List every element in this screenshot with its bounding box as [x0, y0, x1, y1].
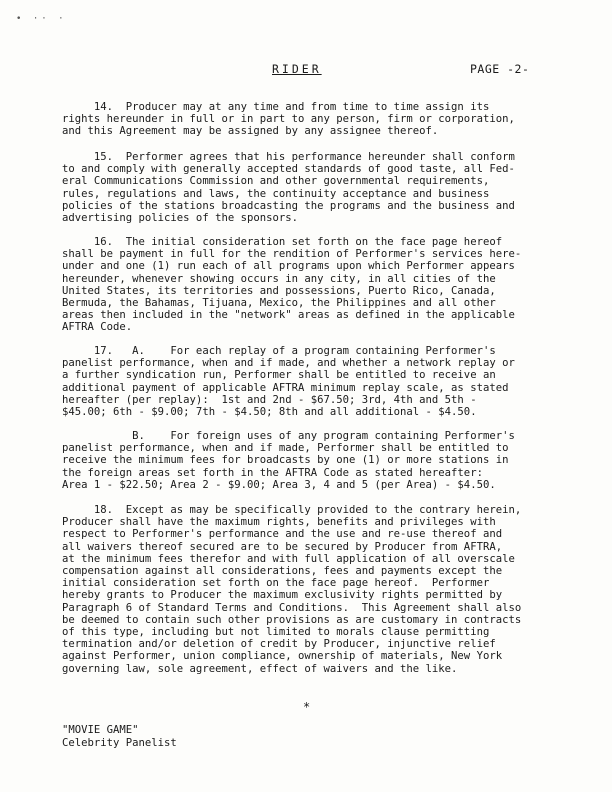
paragraph-line: 14. Producer may at any time and from time to time assign its [62, 101, 490, 113]
paragraph-line: 17. A. For each replay of a program containing Performer's [62, 345, 496, 357]
paragraph-line: B. For foreign uses of any program containing Performer's [62, 430, 515, 442]
paragraph-line: hereafter (per replay): 1st and 2nd - $67.50; 3rd, 4th and 5th - [62, 393, 477, 406]
paragraph-line: eral Communications Commission and other governmental requirements, [62, 175, 490, 188]
paragraph-line: areas then included in the "network" areas as defined in the applicable [62, 309, 515, 322]
paragraph-line: shall be payment in full for the rendition of Performer's services here- [62, 248, 522, 261]
page-number: PAGE -2- [470, 62, 530, 76]
paragraph-line: 16. The initial consideration set forth on the face page hereof [62, 236, 503, 248]
paragraph-line: and this Agreement may be assigned by any assignee thereof. [62, 125, 439, 138]
paragraph-line: governing law, sole agreement, effect of waivers and the like. [62, 662, 458, 675]
paragraph-line: additional payment of applicable AFTRA minimum replay scale, as stated [62, 381, 509, 394]
role-label: Celebrity Panelist [62, 736, 177, 749]
paragraph-line: at the minimum fees therefor and with full application of all overscale [62, 552, 515, 565]
paragraph-17a [62, 345, 572, 418]
paragraph-line: panelist performance, when and if made, Performer shall be entitled to [62, 442, 509, 455]
paragraph-line: initial consideration set forth on the face page hereof. Performer [62, 577, 490, 590]
paragraph-line: to and comply with generally accepted standards of good taste, all Fed- [62, 163, 515, 176]
paragraph-line: rules, regulations and laws, the continuity acceptance and business [62, 187, 490, 200]
paragraph-line: the foreign areas set forth in the AFTRA Code as stated hereafter: [62, 466, 483, 479]
paragraph-line: rights hereunder in full or in part to any person, firm or corporation, [62, 113, 515, 126]
paragraph-line: Paragraph 6 of Standard Terms and Conditions. This Agreement shall also [62, 601, 522, 614]
paragraph-line: of this type, including but not limited to morals clause permitting [62, 626, 490, 639]
paragraph-line: $45.00; 6th - $9.00; 7th - $4.50; 8th and all additional - $4.50. [62, 406, 477, 419]
paragraph-line: advertising policies of the sponsors. [62, 212, 298, 225]
paragraph-17b [62, 430, 572, 491]
paragraph-line: respect to Performer's performance and the use and re-use thereof and [62, 528, 503, 541]
rider-title: RIDER [272, 62, 322, 76]
paragraph-line: be deemed to contain such other provisions as are customary in contracts [62, 613, 522, 626]
paragraph-line: a further syndication run, Performer shall be entitled to receive an [62, 369, 496, 382]
paragraph-line: termination and/or deletion of credit by Producer, injunctive relief [62, 638, 496, 651]
paragraph-line: Bermuda, the Bahamas, Tijuana, Mexico, the Philippines and all other [62, 297, 496, 310]
paragraph-line: against Performer, union compliance, ownership of materials, New York [62, 650, 503, 663]
section-asterisk: * [303, 700, 311, 714]
paragraph-15 [62, 151, 572, 224]
paragraph-line: 15. Performer agrees that his performance hereunder shall conform [62, 151, 515, 163]
paragraph-line: all waivers thereof secured are to be secured by Producer from AFTRA, [62, 540, 503, 553]
paragraph-line: policies of the stations broadcasting the programs and the business and [62, 199, 515, 212]
paragraph-14 [62, 101, 572, 138]
paragraph-line: receive the minimum fees for broadcasts by one (1) or more stations in [62, 454, 509, 467]
paragraph-line: AFTRA Code. [62, 321, 133, 334]
paragraph-line: Area 1 - $22.50; Area 2 - $9.00; Area 3, 4 and 5 (per Area) - $4.50. [62, 478, 496, 491]
paragraph-line: under and one (1) run each of all programs upon which Performer appears [62, 260, 515, 273]
paragraph-line: 18. Except as may be specifically provided to the contrary herein, [62, 504, 522, 516]
paragraph-18 [62, 504, 572, 675]
paragraph-line: hereby grants to Producer the maximum exclusivity rights permitted by [62, 589, 503, 602]
paragraph-line: Producer shall have the maximum rights, benefits and privileges with [62, 516, 496, 529]
paragraph-line: compensation against all considerations, fees and payments except the [62, 565, 503, 578]
paragraph-16 [62, 236, 572, 334]
paragraph-line: panelist performance, when and if made, and whether a network replay or [62, 357, 515, 370]
program-title: "MOVIE GAME" [62, 724, 139, 736]
scan-specks: • ·· · [16, 14, 67, 24]
footer [62, 724, 177, 749]
paragraph-line: hereunder, whenever showing occurs in any city, in all cities of the [62, 272, 496, 285]
paragraph-line: United States, its territories and possessions, Puerto Rico, Canada, [62, 284, 496, 297]
